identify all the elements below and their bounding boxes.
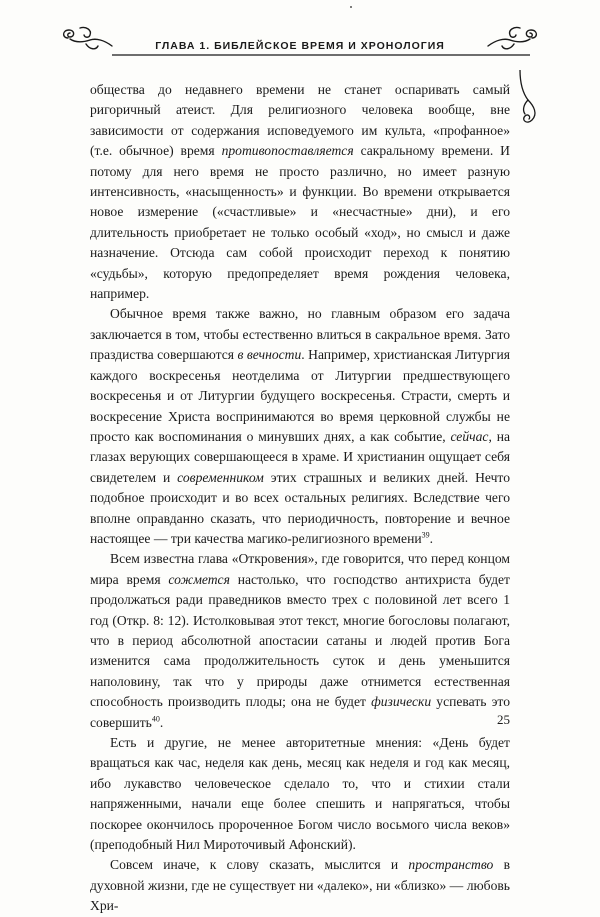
emphasis-text: сожмется: [168, 571, 230, 587]
text-run: сакральному времени. И потому для него время не просто различно, но имеет разную интенсивность, «насыщенность» и функции. Во времени открывается новое измерение («счастливые» и «несчастные» дни), и его длительность приобретает не только особый «ход», но смысл и даже назначение. Отсюда сам собой происходит переход к понятию «судьбы», которую предопределяет время рождения человека, например.: [90, 143, 510, 302]
chapter-title: ГЛАВА 1. БИБЛЕЙСКОЕ ВРЕМЯ И ХРОНОЛОГИЯ: [155, 40, 445, 52]
text-run: .: [429, 530, 434, 546]
text-run: Есть и другие, не менее авторитетные мнения: «День будет вращаться как час, неделя как день, месяц как неделя и год как месяц, ибо лукавство человеческое сделало то, что и стихии стали напряженными, начали еще более спешить и напрягаться, чтобы поскорее окончилось пророченное Богом число восьмого числа веков» (преподобный Нил Мироточивый Афонский).: [90, 735, 510, 853]
emphasis-text: физически: [371, 694, 432, 710]
text-run: . Например, христианская Литургия каждого воскресенья неотделима от Литургии предшествующего воскресенья и от Литургии будущего воскресенья. Страсти, смерть и воскресение Христа воспринимаются во время церковной службы не просто как воспоминания о минувших днях, а как событие,: [90, 347, 510, 444]
text-run: этих страшных и великих дней. Нечто подобное происходит и во всех остальных религиях. Вследствие чего вполне оправданно сказать, что периодичность, повторение и вечное настоящее — три качества магико-религиозного времени: [90, 469, 510, 546]
text-run: Обычное время также важно, но главным образом его задача заключается в том, чтобы естественно влиться в сакральное время. Зато праздиства совершаются: [90, 306, 510, 363]
running-header: [60, 24, 540, 60]
text-run: , на глазах верующих совершающееся в храме. И христианин ощущает себя свидетелем и: [90, 428, 510, 485]
text-run: настолько, что господство антихриста будет продолжаться ради праведников вместо трех с половиной лет всего 1 год (Откр. 8: 12). Истолковывая этот текст, многие богословы полагают, что в период абсолютной апостасии сатаны и людей против Бога изменится сама продолжительность суток и день уменьшится наполовину, так что у природы даже отнимется естественная способность производить плоды; она не будет: [90, 571, 510, 710]
page-number: 25: [497, 712, 510, 727]
paragraph: [90, 855, 510, 916]
footnote-ref: 39: [421, 530, 430, 540]
emphasis-text: пространство: [408, 857, 494, 873]
paragraph: [90, 304, 510, 549]
text-run: успевать это совершить: [90, 694, 510, 730]
side-flourish-ornament: [516, 70, 542, 130]
paragraph: [90, 733, 510, 855]
text-run: в духовной жизни, где не существует ни «далеко», ни «близко» — любовь Хри-: [90, 857, 510, 914]
body-text: [90, 80, 510, 917]
text-run: Всем известна глава «Откровения», где говорится, что перед концом мира время: [90, 551, 510, 587]
scan-speck: [350, 6, 352, 8]
emphasis-text: в вечности: [237, 347, 302, 363]
text-run: .: [159, 714, 164, 730]
paragraph: [90, 549, 510, 733]
emphasis-text: противопоставляется: [221, 143, 354, 159]
emphasis-text: современником: [177, 469, 264, 485]
emphasis-text: сейчас: [450, 428, 489, 444]
footnote-ref: 40: [151, 714, 160, 724]
paragraph: [90, 80, 510, 304]
text-run: Совсем иначе, к слову сказать, мыслится и: [110, 857, 409, 873]
text-run: общества до недавнего времени не станет оспаривать самый ригоричный атеист. Для религиозного человека вообще, вне зависимости от содержания исповедуемого им культа, «профанное» (т.е. обычное) время: [90, 82, 510, 159]
